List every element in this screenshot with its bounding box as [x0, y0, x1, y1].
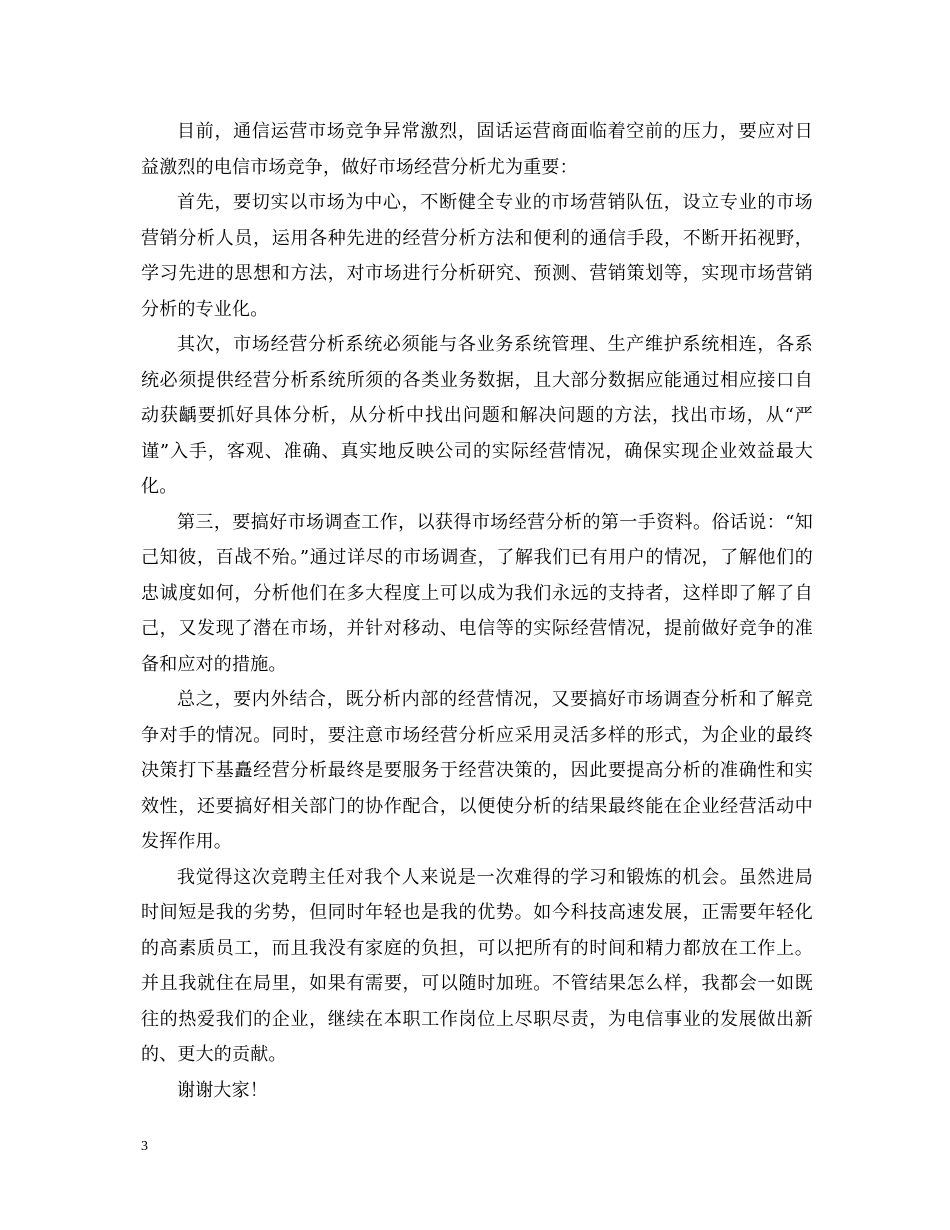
paragraph-personal: 我觉得这次竞聘主任对我个人来说是一次难得的学习和锻炼的机会。虽然进局时间短是我的劣势，但同时年轻也是我的优势。如今科技高速发展，正需要年轻化的高素质员工，而且我没有家庭的负担，可以把所有的时间和精力都放在工作上。并且我就住在局里，如果有需要，可以随时加班。不管结果怎么样，我都会一如既往的热爱我们的企业，继续在本职工作岗位上尽职尽责，为电信事业的发展做出新的、更大的贡献。 [141, 866, 813, 1065]
page-number: 3 [141, 1139, 148, 1154]
document-body [141, 114, 813, 1108]
paragraph-intro: 目前，通信运营市场竞争异常激烈，固话运营商面临着空前的压力，要应对日益激烈的电信市场竞争，做好市场经营分析尤为重要： [141, 121, 813, 178]
paragraph-summary: 总之，要内外结合，既分析内部的经营情况，又要搞好市场调查分析和了解竞争对手的情况。同时，要注意市场经营分析应采用灵活多样的形式，为企业的最终决策打下基矗经营分析最终是要服务于经营决策的，因此要提高分析的准确性和实效性，还要搞好相关部门的协作配合，以便使分析的结果最终能在企业经营活动中发挥作用。 [141, 689, 813, 852]
paragraph-first: 首先，要切实以市场为中心，不断健全专业的市场营销队伍，设立专业的市场营销分析人员，运用各种先进的经营分析方法和便利的通信手段，不断开拓视野，学习先进的思想和方法，对市场进行分析研究、预测、营销策划等，实现市场营销分析的专业化。 [141, 192, 813, 320]
paragraph-thanks: 谢谢大家！ [177, 1079, 268, 1101]
paragraph-third: 第三，要搞好市场调查工作，以获得市场经营分析的第一手资料。俗话说：“知己知彼，百战不殆。”通过详尽的市场调查，了解我们已有用户的情况，了解他们的忠诚度如何，分析他们在多大程度上可以成为我们永远的支持者，这样即了解了自己，又发现了潜在市场，并针对移动、电信等的实际经营情况，提前做好竞争的准备和应对的措施。 [141, 511, 813, 675]
paragraph-second: 其次，市场经营分析系统必须能与各业务系统管理、生产维护系统相连，各系统必须提供经营分析系统所须的各类业务数据，且大部分数据应能通过相应接口自动获齲要抓好具体分析，从分析中找出问题和解决问题的方法，找出市场，从“严谨”入手，客观、准确、真实地反映公司的实际经营情况，确保实现企业效益最大化。 [141, 334, 813, 497]
